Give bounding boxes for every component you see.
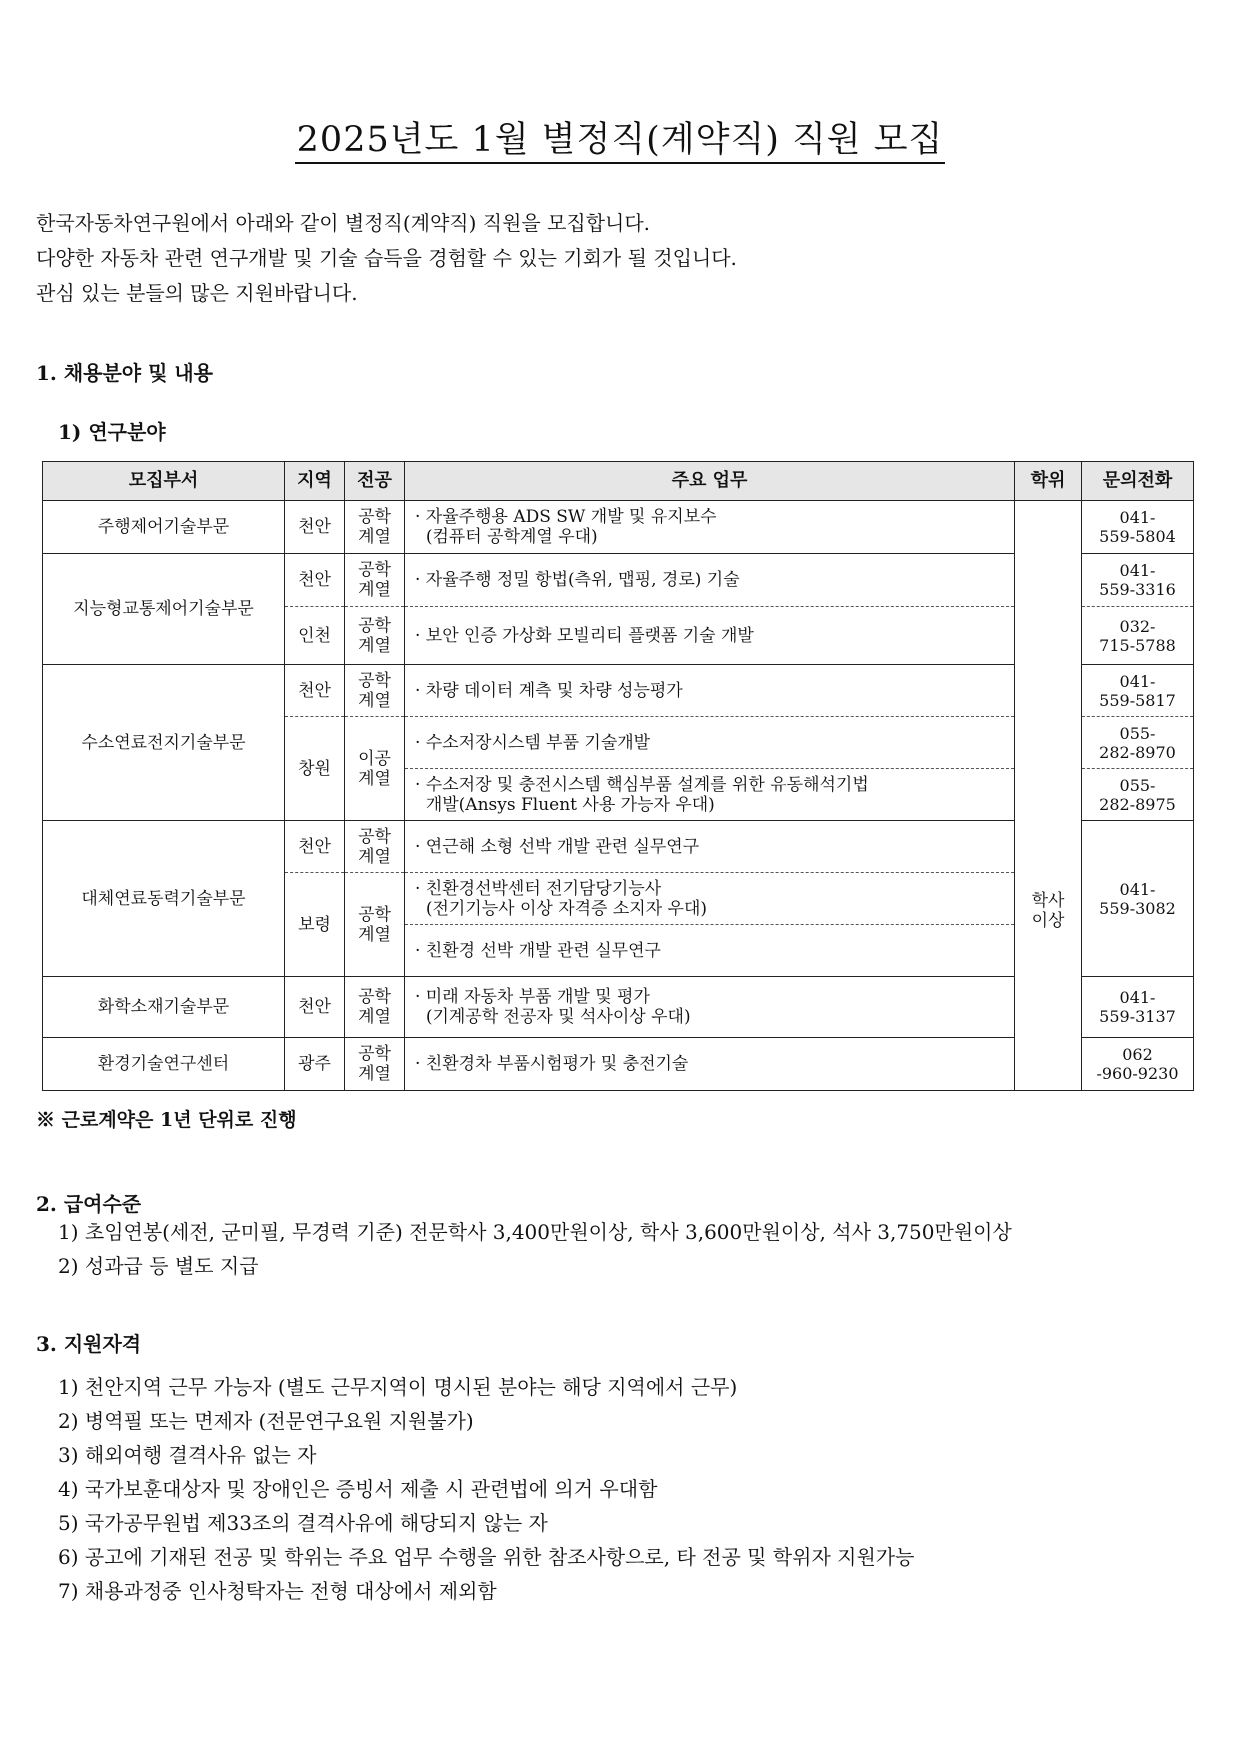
duty-cell: · 보안 인증 가상화 모빌리티 플랫폼 기술 개발	[405, 607, 1015, 665]
table-header-row	[43, 462, 1194, 501]
dept-cell: 화학소재기술부문	[43, 977, 285, 1038]
duty-cell: · 친환경 선박 개발 관련 실무연구	[405, 925, 1015, 977]
dept-cell: 수소연료전지기술부문	[43, 665, 285, 821]
section1-heading: 1. 채용분야 및 내용	[36, 361, 214, 385]
header-phone: 문의전화	[1082, 462, 1194, 501]
list-item: 1) 천안지역 근무 가능자 (별도 근무지역이 명시된 분야는 해당 지역에서 근무)	[58, 1375, 738, 1399]
list-item: 6) 공고에 기재된 전공 및 학위는 주요 업무 수행을 위한 참조사항으로, 타 전공 및 학위자 지원가능	[58, 1545, 915, 1569]
region-cell: 천안	[285, 665, 345, 717]
major-cell: 공학 계열	[345, 1038, 405, 1091]
dept-cell: 환경기술연구센터	[43, 1038, 285, 1091]
major-cell: 공학 계열	[345, 665, 405, 717]
intro-line: 한국자동차연구원에서 아래와 같이 별정직(계약직) 직원을 모집합니다.	[36, 211, 651, 235]
major-cell: 공학 계열	[345, 821, 405, 873]
phone-cell: 055- 282-8975	[1082, 769, 1194, 821]
phone-cell: 055- 282-8970	[1082, 717, 1194, 769]
major-cell: 공학 계열	[345, 554, 405, 607]
region-cell: 천안	[285, 554, 345, 607]
major-cell: 공학 계열	[345, 607, 405, 665]
header-dept: 모집부서	[43, 462, 285, 501]
intro-line: 관심 있는 분들의 많은 지원바랍니다.	[36, 281, 358, 305]
list-item: 2) 병역필 또는 면제자 (전문연구요원 지원불가)	[58, 1409, 474, 1433]
duty-cell: · 미래 자동차 부품 개발 및 평가 (기계공학 전공자 및 석사이상 우대)	[405, 977, 1015, 1038]
header-duty: 주요 업무	[405, 462, 1015, 501]
list-item: 7) 채용과정중 인사청탁자는 전형 대상에서 제외함	[58, 1579, 497, 1603]
major-cell: 공학 계열	[345, 873, 405, 977]
duty-cell: · 수소저장시스템 부품 기술개발	[405, 717, 1015, 769]
duty-cell: · 친환경선박센터 전기담당기능사 (전기기능사 이상 자격증 소지자 우대)	[405, 873, 1015, 925]
duty-cell: · 친환경차 부품시험평가 및 충전기술	[405, 1038, 1015, 1091]
salary-list	[58, 1215, 1012, 1283]
region-cell: 창원	[285, 717, 345, 821]
duty-cell: · 연근해 소형 선박 개발 관련 실무연구	[405, 821, 1015, 873]
header-degree: 학위	[1015, 462, 1082, 501]
section2-heading: 2. 급여수준	[36, 1192, 142, 1216]
dept-cell: 주행제어기술부문	[43, 501, 285, 554]
list-item: 5) 국가공무원법 제33조의 결격사유에 해당되지 않는 자	[58, 1511, 548, 1535]
list-item: 3) 해외여행 결격사유 없는 자	[58, 1443, 317, 1467]
major-cell: 공학 계열	[345, 977, 405, 1038]
contract-note: ※ 근로계약은 1년 단위로 진행	[36, 1109, 297, 1131]
major-cell: 공학 계열	[345, 501, 405, 554]
duty-cell: · 수소저장 및 충전시스템 핵심부품 설계를 위한 유동해석기법 개발(Ansys Fluent 사용 가능자 우대)	[405, 769, 1015, 821]
recruitment-table	[42, 461, 1194, 1091]
phone-cell: 032- 715-5788	[1082, 607, 1194, 665]
duty-cell: · 자율주행용 ADS SW 개발 및 유지보수 (컴퓨터 공학계열 우대)	[405, 501, 1015, 554]
dept-cell: 대체연료동력기술부문	[43, 821, 285, 977]
phone-cell: 041- 559-5817	[1082, 665, 1194, 717]
header-major: 전공	[345, 462, 405, 501]
region-cell: 천안	[285, 501, 345, 554]
region-cell: 천안	[285, 821, 345, 873]
intro-line: 다양한 자동차 관련 연구개발 및 기술 습득을 경험할 수 있는 기회가 될 것입니다.	[36, 246, 737, 270]
phone-cell: 041- 559-5804	[1082, 501, 1194, 554]
page-title: 2025년도 1월 별정직(계약직) 직원 모집	[0, 112, 1240, 162]
qualification-list	[58, 1370, 914, 1608]
list-item: 4) 국가보훈대상자 및 장애인은 증빙서 제출 시 관련법에 의거 우대함	[58, 1477, 658, 1501]
region-cell: 인천	[285, 607, 345, 665]
section3-heading: 3. 지원자격	[36, 1332, 142, 1356]
phone-cell: 062 -960-9230	[1082, 1038, 1194, 1091]
major-cell: 이공 계열	[345, 717, 405, 821]
intro-paragraph	[36, 206, 737, 311]
phone-cell: 041- 559-3316	[1082, 554, 1194, 607]
phone-cell: 041- 559-3082	[1082, 821, 1194, 977]
list-item: 1) 초임연봉(세전, 군미필, 무경력 기준) 전문학사 3,400만원이상, 학사 3,600만원이상, 석사 3,750만원이상	[58, 1220, 1012, 1244]
duty-cell: · 자율주행 정밀 항법(측위, 맵핑, 경로) 기술	[405, 554, 1015, 607]
duty-cell: · 차량 데이터 계측 및 차량 성능평가	[405, 665, 1015, 717]
region-cell: 광주	[285, 1038, 345, 1091]
region-cell: 천안	[285, 977, 345, 1038]
dept-cell: 지능형교통제어기술부문	[43, 554, 285, 665]
header-region: 지역	[285, 462, 345, 501]
phone-cell: 041- 559-3137	[1082, 977, 1194, 1038]
list-item: 2) 성과급 등 별도 지급	[58, 1254, 259, 1278]
degree-cell: 학사 이상	[1015, 501, 1082, 1091]
region-cell: 보령	[285, 873, 345, 977]
table-row	[43, 501, 1194, 554]
section1-subheading: 1) 연구분야	[58, 420, 166, 444]
